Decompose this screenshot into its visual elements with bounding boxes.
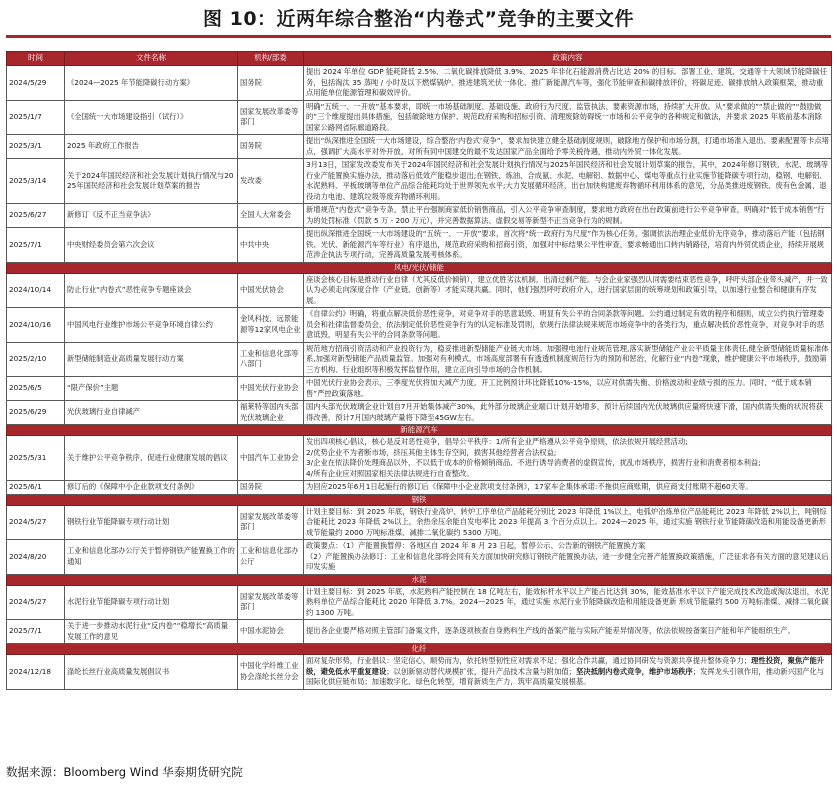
cell-org: 国家发展改革委等部门	[238, 585, 304, 620]
cell-org: 国务院	[238, 66, 304, 101]
table-header-row	[7, 52, 832, 66]
cell-file-name: 防止行业“内卷式”恶性竞争专题座谈会	[65, 273, 238, 308]
cell-org: 中国化学纤维工业协会涤纶长丝分会	[238, 655, 304, 690]
cell-time: 2025/1/7	[7, 100, 65, 135]
cell-file-name: 《2024—2025 年节能降碳行动方案》	[65, 66, 238, 101]
cell-file-name: 《全国统一大市场建设指引（试行）》	[65, 100, 238, 135]
cell-policy-content: 发出四项核心倡议，核心是反对恶性竞争，倡导公平秩序：1/所有企业严格遵从公平竞争原则，依法依规开展经营活动; 2/优势企业不为者断市场，挤压其他主体生存空间，损害其他经营者合法权益; 3/企业在依法降价处理商品以外，不以低于成本的价格倾销商品、不进行诱导消费者的虚假宣传，扰乱市场秩序，损害行业和消费者根本利益; 4/所有企业应对照国家相关法律法规进行自查整改。	[304, 436, 832, 481]
cell-file-name: 钢铁行业节能降碳专项行动计划	[65, 505, 238, 540]
table-row	[7, 481, 832, 495]
cell-time: 2025/6/5	[7, 377, 65, 401]
cell-file-name: 涤纶长丝行业高质量发展倡议书	[65, 655, 238, 690]
table-row	[7, 308, 832, 343]
table-row	[7, 620, 832, 644]
cell-file-name: 新修订《反不正当竞争法》	[65, 204, 238, 228]
cell-org: 福莱特等国内头部光伏玻璃企业	[238, 401, 304, 425]
cell-file-name: 中国风电行业维护市场公平竞争环境自律公约	[65, 308, 238, 343]
cell-time: 2025/3/14	[7, 159, 65, 204]
cell-org: 中国光伏协会	[238, 273, 304, 308]
emphasis-text: 坚决抵制内卷式竞争，维护市场秩序	[575, 666, 693, 676]
cell-org: 全国人大常委会	[238, 204, 304, 228]
detail-text: ；发挥龙头引领作用，推动新兴国产化与国际化供应链布局；加速数字化、绿色化转型，增育新质生产力，筑牢高质量发展根基。	[306, 666, 825, 686]
cell-file-name: “限产保价”主题	[65, 377, 238, 401]
cell-policy-content: 中国光伏行业协会表示，三季度光伏将加大减产力度，开工比例预计环比降低10%-15%，以应对供需失衡、价格波动和业绩亏损的压力。同时，“低于成本销售”严控政策落地。	[304, 377, 832, 401]
cell-time: 2025/3/1	[7, 135, 65, 159]
section-label: 新能源汽车	[7, 425, 832, 436]
figure-title: 图 10：近两年综合整治“内卷式”竞争的主要文件	[202, 8, 635, 30]
cell-file-name: 2025 年政府工作报告	[65, 135, 238, 159]
cell-org: 工业和信息化部办公厅	[238, 540, 304, 575]
section-label: 风电/光伏/储能	[7, 262, 832, 273]
cell-file-name: 关于2024年国民经济和社会发展计划执行情况与2025年国民经济和社会发展计划草案的报告	[65, 159, 238, 204]
header-file-name: 文件名称	[65, 52, 238, 66]
cell-time: 2025/6/29	[7, 401, 65, 425]
cell-time: 2024/5/27	[7, 585, 65, 620]
emphasis-text: 理性投资，聚焦产能升级，避免低水平重复建设	[306, 656, 825, 676]
cell-time: 2025/7/1	[7, 228, 65, 263]
cell-file-name: 中央财经委员会第六次会议	[65, 228, 238, 263]
cell-time: 2025/5/31	[7, 436, 65, 481]
table-row	[7, 655, 832, 690]
cell-time: 2024/10/14	[7, 273, 65, 308]
table-row	[7, 342, 832, 377]
cell-file-name: 水泥行业节能降碳专项行动计划	[65, 585, 238, 620]
section-header-row	[7, 494, 832, 505]
section-label: 水泥	[7, 574, 832, 585]
cell-file-name: 光伏玻璃行业自律减产	[65, 401, 238, 425]
cell-policy-content: 《自律公约》明确，将重点解决低价恶性竞争，对竞争对手的恶意诋毁、明显有失公平的合同条款等问题。公约通过制定有效的程序和细则，成立公约执行管理委员会和社律监督委员会，依法制定低价恶性竞争行为的认定标准及罚则，依规行法律法规来规范市场竞争中的各类行为，重点解决低价恶性竞争，对竞争对手的恶意诋毁，明显有失公平的合同条款等问题。	[304, 308, 832, 343]
cell-org: 国务院	[238, 481, 304, 495]
table-row	[7, 100, 832, 135]
table-row	[7, 204, 832, 228]
policy-table	[6, 51, 832, 690]
data-source-note: 数据来源：Bloomberg Wind 华泰期货研究院	[6, 765, 243, 779]
cell-time: 2024/12/18	[7, 655, 65, 690]
cell-time: 2025/7/1	[7, 620, 65, 644]
table-row	[7, 401, 832, 425]
cell-policy-content: 提出“纵深推进全国统一大市场建设，综合整治‘内卷式’竞争”，要求加快建立健全基础制度规则，破除地方保护和市场分割，打通市场准入退出、要素配置等卡点堵点，强调扩大高水平对外开放，对所有同中国建交的最不发达国家产品全面给予零关税待遇，推动内外贸一体化发展。	[304, 135, 832, 159]
table-row	[7, 585, 832, 620]
cell-policy-content: 提出各企业要严格对照主管部门备案文件，逐条逐项核查自身熟料生产线的备案产能与实际产能差异情况等，依法依规按备案日产能和年产能组织生产。	[304, 620, 832, 644]
cell-policy-content: 座谈会核心目标是推动行业自律（尤其反低价倾销），建立优胜劣汰机制，出清过剩产能。与会企业家强烈认同需要结束恶性竞争，呼吁头部企业带头减产，并一致认为必须走向深度合作（产业链、创新等）才能实现共赢。同时，他们强烈呼吁政府介入，进行国家层面的统筹规划和政策引导，以加速行业整合和健康有序发展。	[304, 273, 832, 308]
section-label: 钢铁	[7, 494, 832, 505]
cell-org: 国家发展改革委等部门	[238, 100, 304, 135]
table-row	[7, 436, 832, 481]
cell-policy-content: 规范地方招商引资活动和产业投资行为，稳妥推进新型储能产业链大市场。加强锂电池行业规范管理,落实新型储能产业公平质量主体责任,健全新型储能质量标准体系,加强对新型储能产品质量监管。加强对有利模式，市场高度部署有有透透机制度规范行为的预防和惩治，化解行业“内卷”现象，维护健康公平市场秩序，鼓励第三方机构、行业组织等积极发挥监督作用，建立正向引导市场的合作机制。	[304, 342, 832, 377]
table-row	[7, 135, 832, 159]
detail-text: ；以创新驱动替代规模扩张，提升产品技术含量与附加值；	[386, 666, 576, 676]
cell-org: 金风科技、远景能源等12家风电企业	[238, 308, 304, 343]
section-label: 化纤	[7, 644, 832, 655]
cell-policy-content: 国内头部光伏玻璃企业计划自7月开始集体减产30%，此外部分玻璃企业端口计划开始增多，预计后续国内光伏玻璃供应量将快速下滑，国内供需失衡的状况将获得改善，预计7月国内玻璃产量将下降至45GW左右。	[304, 401, 832, 425]
cell-time: 2025/6/27	[7, 204, 65, 228]
cell-org: 国务院	[238, 135, 304, 159]
cell-policy-content	[304, 655, 832, 690]
section-header-row	[7, 574, 832, 585]
header-time: 时间	[7, 52, 65, 66]
cell-file-name: 修订后的《保障中小企业款项支付条例》	[65, 481, 238, 495]
cell-file-name: 新型储能制造业高质量发展行动方案	[65, 342, 238, 377]
cell-org: 工业和信息化部等八部门	[238, 342, 304, 377]
header-org: 机构/部委	[238, 52, 304, 66]
cell-policy-content: 计划主要目标：到 2025 年底，钢铁行业高炉、转炉工序单位产品能耗分别比 2023 年降低 1%以上，电弧炉冶炼单位产品能耗比 2023 年降低 2%以上，吨钢综合能耗比 2023 年降低 2%以上，余热余压余能自发电率比 2023 年提高 3 个百分点以上。2024—2025 年，通过实施 钢铁行业节能降碳改造和用能设备更新形成节能量约 2000 万吨标准煤、减排二氧化碳约 5300 万吨。	[304, 505, 832, 540]
cell-org: 中共中央	[238, 228, 304, 263]
table-row	[7, 273, 832, 308]
cell-time: 2025/6/1	[7, 481, 65, 495]
cell-file-name: 关于进一步推动水泥行业“反内卷”“稳增长”高质量发展工作的意见	[65, 620, 238, 644]
cell-time: 2024/5/29	[7, 66, 65, 101]
cell-time: 2024/10/16	[7, 308, 65, 343]
cell-policy-content: 3月13日，国家发改委发布关于2024年国民经济和社会发展计划执行情况与2025年国民经济和社会发展计划草案的报告，其中，2024年修订钢铁、水泥、玻璃等行业产能置换实施办法，推动落后低效产能稳步退出;在钢铁、炼油、合成氨、水泥、电解铝、数据中心、煤电等重点行业实施节能降碳专项行动，稳钢、电解铝、水泥熟料、平板玻璃等单位产品综合能耗均处于世界领先水平;大力发展循环经济，出台加快构建废弃物循环利用体系的意见，分品类推进废钢铁、废有色金属、退役动力电池、建筑垃圾等废弃物循环利用。	[304, 159, 832, 204]
cell-file-name: 关于维护公平竞争秩序，促进行业健康发展的倡议	[65, 436, 238, 481]
detail-text: 面对复杂形势，行业倡议：坚定信心，顺势而为，依托转型韧性应对需求不足；强化合作共赢，通过协同研发与资源共享提升整体竞争力；	[306, 656, 752, 665]
cell-policy-content: 提出纵深推进全国统一大市场建设的“五统一、一开放”要求，首次将“统一政府行为尺度”作为核心任务，强调依法治理企业低价无序竞争，推动落后产能（包括钢铁、光伏、新能源汽车等行业）有序退出，规范政府采购和招商引资，加强对中标结果公平性审查，要求畅通出口转内销路径，培育内外贸优质企业，持续开展规范涉企执法专项行动，完善高质量发展考核体系。	[304, 228, 832, 263]
table-row	[7, 505, 832, 540]
title-rule-divider	[6, 35, 831, 38]
table-row	[7, 540, 832, 575]
table-row	[7, 228, 832, 263]
table-row	[7, 66, 832, 101]
header-policy-content: 政策内容	[304, 52, 832, 66]
table-body	[7, 66, 832, 690]
cell-policy-content: 提出 2024 年单位 GDP 能耗降低 2.5%、二氧化碳排放降低 3.9%、2025 年非化石能源消费占比达 20% 的目标。部署工业、建筑、交通等十大领域节能降碳任务，包括淘汰 35 蒸吨 / 小时及以下燃煤锅炉、推进建筑光伏一体化、推广新能源汽车等，强化节能审查和碳排放评价，将碳足迹、碳排放纳入政策框架，推动重点用能单位能源管理和碳效评价。	[304, 66, 832, 101]
section-header-row	[7, 425, 832, 436]
cell-policy-content: 为回应2025年6月1日起施行的修订后《保障中小企业款项支付条例》，17家车企集体承诺:不拖供应商账期，供应商支付账期不超60天等。	[304, 481, 832, 495]
cell-org: 发改委	[238, 159, 304, 204]
cell-time: 2025/2/10	[7, 342, 65, 377]
cell-time: 2024/5/27	[7, 505, 65, 540]
cell-policy-content: 计划主要目标：到 2025 年底，水泥熟料产能控制在 18 亿吨左右，能效标杆水平以上产能占比达到 30%，能效基准水平以下产能完成技术改造或淘汰退出，水泥熟料单位产品综合能耗比 2020 年降低 3.7%。2024—2025 年，通过实施 水泥行业节能降碳改造和用能设备更新 形成节能量约 500 万吨标准煤、减排二氧化碳约 1300 万吨。	[304, 585, 832, 620]
cell-org: 中国汽车工业协会	[238, 436, 304, 481]
cell-file-name: 工业和信息化部办公厅关于暂停钢铁产能置换工作的通知	[65, 540, 238, 575]
table-row	[7, 159, 832, 204]
cell-policy-content: 政策要点：（1）产能置换暂停：各地区自 2024 年 8 月 23 日起，暂停公示、公告新的钢铁产能置换方案 （2）产能置换办法修订：工业和信息化部将会同有关方面加快研究修订钢铁产能置换办法，进一步健全完善产能置换政策措施，广泛征求各有关方面的意见建议后印发实施	[304, 540, 832, 575]
cell-org: 中国光伏行业协会	[238, 377, 304, 401]
cell-policy-content: 新增规范“内卷式”竞争专条，禁止平台强制商家低价销售商品，引入公平竞争审查制度，要求地方政府在出台政策前进行公平竞争审查，明确对“低于成本销售”行为的处罚标准（罚款 5 万 - 200 万元），并完善数据算法、虚假交易等新型不正当竞争行为的规制。	[304, 204, 832, 228]
cell-org: 国家发展改革委等部门	[238, 505, 304, 540]
section-header-row	[7, 262, 832, 273]
cell-time: 2024/8/20	[7, 540, 65, 575]
table-row	[7, 377, 832, 401]
section-header-row	[7, 644, 832, 655]
cell-policy-content: 明确“五统一、一开放”基本要求，即统一市场基础制度、基础设施、政府行为尺度、监管执法、要素资源市场，持续扩大开放。从“要求做的”“禁止做的”“鼓励做的”三个维度提出具体措施，包括破除地方保护、规范政府采购和招标引资、清理废除妨碍统一市场和公平竞争的各种规定和做法，并要求 2025 年底前基本消除国家公路网省际廊道路段。	[304, 100, 832, 135]
cell-org: 中国水泥协会	[238, 620, 304, 644]
